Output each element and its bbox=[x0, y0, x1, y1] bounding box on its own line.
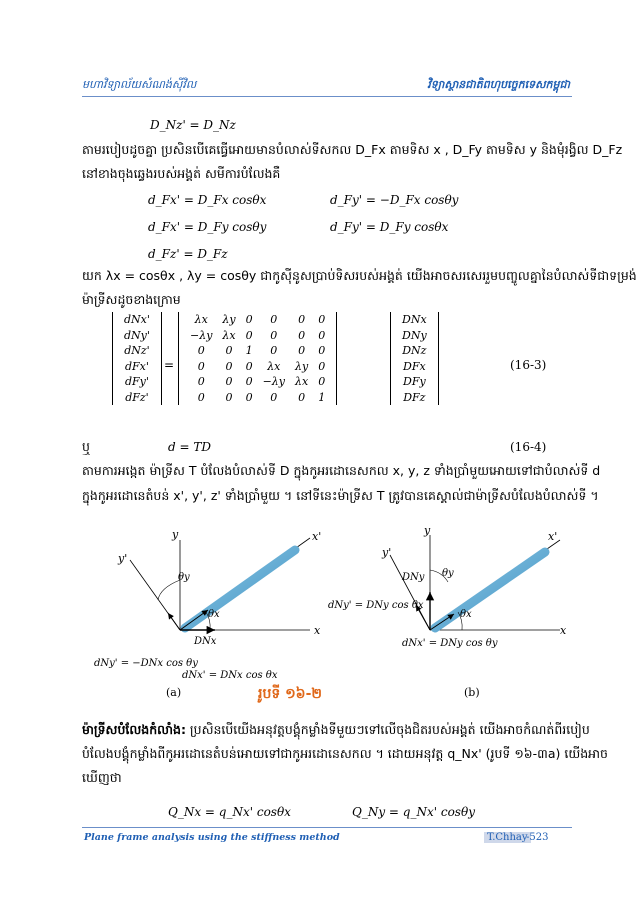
lhs-row bbox=[119, 374, 155, 390]
figure-b bbox=[328, 524, 567, 699]
equals-sign: = bbox=[164, 358, 175, 372]
transformation-matrix bbox=[178, 312, 337, 405]
equation-label-16-4: (16-4) bbox=[510, 440, 547, 454]
T-row-cell: λx bbox=[267, 359, 281, 373]
T-row-cell: λx bbox=[295, 375, 309, 389]
T-row-cell: 0 bbox=[318, 344, 326, 358]
header-right: វិទ្យាស្ថានជាតិពហុបច្ចេកទេសកម្ពុជា bbox=[427, 78, 570, 91]
paragraph-1-line-2: នៅខាងចុងឆ្វេងរបស់អង្គត់ សមីការបំលែងគឺ bbox=[82, 166, 281, 181]
a-label-DNx: DNx bbox=[194, 636, 217, 647]
T-row-cell: 0 bbox=[245, 375, 253, 389]
rhs-row-cell: DFy bbox=[403, 375, 426, 389]
T-row-cell: 0 bbox=[197, 390, 205, 404]
footer-left: Plane frame analysis using the stiffness method bbox=[84, 832, 340, 843]
rhs-row bbox=[397, 390, 432, 406]
paragraph-4-line-3: ឃើញថា bbox=[82, 770, 122, 785]
T-row-cell: 0 bbox=[318, 313, 326, 327]
T-row bbox=[185, 312, 330, 328]
T-row-cell: λx bbox=[194, 313, 208, 327]
paragraph-4-line-2: បំលែងបង្គុំកម្លាំងពីកូអរដោនេតំបន់អោយទៅជាកូអរដោនេសកល ។ ដោយអនុវត្ត q_Nx' (រូបទី ១៦-៣a) យើងអាច bbox=[82, 746, 608, 761]
a-theta-y-arc bbox=[158, 580, 180, 600]
paragraph-4-line-1 bbox=[82, 720, 590, 739]
T-row-cell: 0 bbox=[197, 344, 205, 358]
T-row-cell: 0 bbox=[270, 344, 278, 358]
equation-dFy: d_Fy' = −D_Fx cosθy bbox=[330, 193, 459, 207]
equation-label-16-3: (16-3) bbox=[510, 358, 547, 372]
T-row-cell: −λy bbox=[190, 328, 213, 342]
b-left-eq: dNy' = DNy cos θx bbox=[328, 600, 424, 611]
T-row-cell: 0 bbox=[298, 390, 306, 404]
T-row-cell: 0 bbox=[245, 359, 253, 373]
paragraph-2-line-1: យក λx = cosθx , λy = cosθy ជាកូស៊ីនូសប្រាប់ទិសរបស់អង្គត់ យើងអាចសរសេររួមបញ្ចូលគ្នានៃបំលាស់ទីជាទម្រង់ bbox=[82, 268, 637, 283]
T-row-cell: 0 bbox=[298, 328, 306, 342]
a-label-theta-x: θx bbox=[208, 609, 220, 620]
lhs-row bbox=[119, 328, 155, 344]
T-row-cell: 0 bbox=[225, 359, 233, 373]
or-word: ឬ bbox=[82, 439, 90, 454]
header-left: មហាវិទ្យាល័យសំណង់ស៊ីវិល bbox=[82, 78, 197, 91]
paragraph-4-text: ប្រសិនបើយើងអនុវត្តបង្គុំកម្លាំងទីមួយៗទៅលើចុងជិតរបស់អង្គត់ យើងអាចកំណត់ពីរបៀប bbox=[185, 722, 590, 737]
T-row-cell: 0 bbox=[197, 375, 205, 389]
lhs-table bbox=[119, 312, 155, 405]
lhs-row-cell: dNy' bbox=[124, 328, 150, 342]
T-row-cell: 0 bbox=[225, 344, 233, 358]
equation-dFy2: d_Fy' = D_Fy cosθx bbox=[330, 220, 449, 234]
figure-caption: រូបទី ១៦-២ bbox=[258, 686, 323, 702]
footer-author: T.Chhay bbox=[484, 832, 531, 843]
a-member bbox=[185, 550, 295, 628]
lhs-row bbox=[119, 312, 155, 328]
T-row-cell: 0 bbox=[318, 328, 326, 342]
T-row-cell: 0 bbox=[318, 359, 326, 373]
T-row-cell: 0 bbox=[298, 344, 306, 358]
force-transformation-heading: ម៉ាទ្រីសបំលែងកំលាំង: bbox=[82, 722, 186, 737]
rhs-row bbox=[397, 343, 432, 359]
T-row-cell: 0 bbox=[225, 390, 233, 404]
rhs-row bbox=[397, 374, 432, 390]
paragraph-3-line-1: តាមការអង្កេត ម៉ាទ្រីស T បំលែងបំលាស់ទី D ក្នុងកូអរដោនេសកល x, y, z ទាំងប្រាំមួយអោយទៅជាបំលាស់ទី d bbox=[82, 463, 601, 478]
b-member bbox=[435, 552, 545, 628]
rhs-row bbox=[397, 359, 432, 375]
lhs-row bbox=[119, 343, 155, 359]
T-row bbox=[185, 343, 330, 359]
T-row-cell: 0 bbox=[270, 313, 278, 327]
a-label-x: x bbox=[314, 624, 321, 637]
T-row-cell: λx bbox=[222, 328, 236, 342]
rhs-row-cell: DNx bbox=[402, 313, 427, 327]
a-left-eq: dNy' = −DNx cos θy bbox=[94, 658, 198, 669]
figure-a bbox=[94, 528, 321, 699]
lhs-row bbox=[119, 359, 155, 375]
lhs-row-cell: dFz' bbox=[125, 390, 149, 404]
b-label: (b) bbox=[464, 686, 480, 699]
paragraph-1-line-1: តាមរបៀបដូចគ្នា ប្រសិនបើគេធ្វើអោយមានបំលាស់ទីសកល D_Fx តាមទិស x , D_Fy តាមទិស y និងមុំរង្វិល D_Fz bbox=[82, 142, 623, 157]
b-bottom-eq: dNx' = DNy cos θy bbox=[402, 638, 498, 649]
equation-d-TD: d = TD bbox=[168, 440, 211, 454]
rhs-row-cell: DFz bbox=[403, 390, 426, 404]
equation-QNx: Q_Nx = q_Nx' cosθx bbox=[168, 805, 291, 819]
T-row-cell: 0 bbox=[318, 375, 326, 389]
lhs-row-cell: dFy' bbox=[124, 375, 149, 389]
equation-top: D_Nz' = D_Nz bbox=[150, 118, 236, 132]
a-dNy-arrow bbox=[168, 613, 180, 630]
lhs-row-cell: dNx' bbox=[124, 313, 150, 327]
rhs-row-cell: DNz bbox=[402, 344, 427, 358]
b-label-theta-x: θx bbox=[460, 609, 472, 620]
b-label-DNy: DNy bbox=[402, 572, 425, 583]
T-row-cell: 1 bbox=[245, 344, 253, 358]
a-label: (a) bbox=[166, 686, 182, 699]
equation-dFx: d_Fx' = D_Fx cosθx bbox=[148, 193, 267, 207]
a-bottom-eq: dNx' = DNx cos θx bbox=[182, 670, 278, 681]
matrix-equation bbox=[112, 312, 552, 432]
T-row-cell: 0 bbox=[225, 375, 233, 389]
lhs-row bbox=[119, 390, 155, 406]
header-rule bbox=[82, 96, 572, 97]
T-row-cell: 0 bbox=[298, 313, 306, 327]
equation-dFx2: d_Fx' = D_Fy cosθy bbox=[148, 220, 267, 234]
T-row-cell: λy bbox=[295, 359, 309, 373]
T-row-cell: 0 bbox=[245, 328, 253, 342]
T-row-cell: λy bbox=[222, 313, 236, 327]
b-label-y: y bbox=[424, 524, 431, 537]
b-label-theta-y: θy bbox=[442, 568, 454, 579]
equation-QNy: Q_Ny = q_Nx' cosθy bbox=[352, 805, 475, 819]
rhs-row bbox=[397, 312, 432, 328]
T-row bbox=[185, 390, 330, 406]
T-row-cell: 0 bbox=[270, 328, 278, 342]
a-label-theta-y: θy bbox=[178, 572, 190, 583]
a-label-yp: y' bbox=[118, 552, 128, 565]
paragraph-2-line-2: ម៉ាទ្រីសដូចខាងក្រោម bbox=[82, 292, 181, 307]
footer-rule bbox=[82, 827, 572, 828]
paragraph-3-line-2: ក្នុងកូអរដោនេតំបន់ x', y', z' ទាំងប្រាំមួយ ។ នៅទីនេះម៉ាទ្រីស T ត្រូវបានគេស្គាល់ជាម៉ាទ្រីសបំលែងបំលាស់ទី ។ bbox=[82, 488, 599, 503]
rhs-vector bbox=[390, 312, 439, 405]
T-row bbox=[185, 328, 330, 344]
rhs-row bbox=[397, 328, 432, 344]
T-row-cell: −λy bbox=[262, 375, 285, 389]
figure-16-2 bbox=[90, 520, 570, 700]
rhs-table bbox=[397, 312, 432, 405]
T-row-cell: 0 bbox=[245, 390, 253, 404]
a-label-xp: x' bbox=[312, 530, 322, 543]
b-label-x: x bbox=[560, 624, 567, 637]
equation-dFz: d_Fz' = D_Fz bbox=[148, 247, 228, 261]
rhs-row-cell: DNy bbox=[402, 328, 427, 342]
T-row-cell: 1 bbox=[318, 390, 326, 404]
lhs-row-cell: dFx' bbox=[125, 359, 149, 373]
footer-page-number: -523 bbox=[526, 832, 549, 843]
T-row bbox=[185, 374, 330, 390]
rhs-row-cell: DFx bbox=[403, 359, 426, 373]
a-label-y: y bbox=[172, 528, 179, 541]
T-table bbox=[185, 312, 330, 405]
lhs-vector bbox=[112, 312, 162, 405]
b-label-yp: y' bbox=[382, 546, 392, 559]
lhs-row-cell: dNz' bbox=[124, 344, 150, 358]
T-row bbox=[185, 359, 330, 375]
T-row-cell: 0 bbox=[245, 313, 253, 327]
T-row-cell: 0 bbox=[270, 390, 278, 404]
T-row-cell: 0 bbox=[197, 359, 205, 373]
b-label-xp: x' bbox=[548, 530, 558, 543]
